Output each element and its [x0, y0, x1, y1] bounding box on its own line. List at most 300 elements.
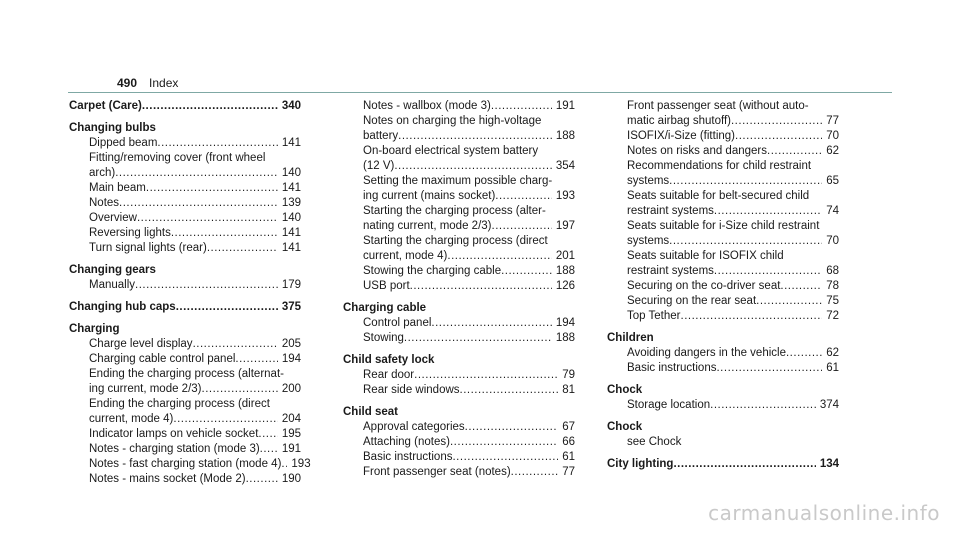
entry-spacer: [69, 256, 301, 263]
dot-leader: [716, 361, 822, 376]
page-number: 490: [117, 76, 138, 90]
entry-text: Front passenger seat (without auto-: [627, 100, 809, 112]
entry-line: [627, 279, 839, 294]
entry-line: [607, 331, 839, 346]
page-reference[interactable]: 195: [281, 428, 301, 440]
dot-leader: [681, 309, 823, 324]
page-reference[interactable]: 134: [819, 458, 839, 470]
dot-leader: [119, 196, 278, 211]
entry-text: ISOFIX/i-Size (fitting): [627, 130, 735, 142]
entry-text: City lighting: [607, 458, 674, 470]
entry-text: current, mode 4): [89, 413, 174, 425]
index-subentry: [343, 189, 575, 204]
page-reference[interactable]: 61: [562, 451, 575, 463]
dot-leader: [207, 241, 278, 256]
index-subentry: [607, 144, 839, 159]
index-heading: [69, 300, 301, 315]
dot-leader: [235, 352, 277, 367]
entry-line: [363, 204, 575, 219]
entry-line: [69, 263, 301, 278]
entry-text: Charging: [69, 323, 120, 335]
dot-leader: [246, 472, 278, 487]
page-reference[interactable]: 78: [826, 280, 839, 292]
entry-text: current, mode 4): [363, 250, 448, 262]
entry-text: Avoiding dangers in the vehicle: [627, 347, 786, 359]
entry-spacer: [607, 324, 839, 331]
index-subentry: [69, 352, 301, 367]
entry-line: [363, 450, 575, 465]
dot-leader: [673, 457, 815, 472]
dot-leader: [157, 136, 277, 151]
entry-text: ing current, mode 2/3): [89, 383, 202, 395]
dot-leader: [414, 368, 558, 383]
dot-leader: [452, 450, 558, 465]
index-subentry: [69, 166, 301, 181]
page-reference[interactable]: 375: [281, 301, 301, 313]
entry-text: restraint systems: [627, 205, 714, 217]
index-subentry: [607, 279, 839, 294]
entry-text: Charge level display: [89, 338, 193, 350]
dot-leader: [756, 294, 822, 309]
page-reference[interactable]: 79: [562, 369, 575, 381]
entry-line: [363, 465, 575, 480]
entry-text: Dipped beam: [89, 137, 158, 149]
dot-leader: [450, 435, 558, 450]
entry-line: [363, 383, 575, 398]
page-reference[interactable]: 191: [281, 443, 301, 455]
entry-line: [89, 337, 301, 352]
entry-text: Chock: [607, 384, 643, 396]
index-subentry: [343, 420, 575, 435]
index-heading: [69, 99, 301, 114]
index-subentry: [607, 249, 839, 264]
index-subentry: [69, 211, 301, 226]
page-reference[interactable]: 62: [826, 145, 839, 157]
entry-text: Stowing: [363, 332, 404, 344]
dot-leader: [767, 144, 822, 159]
index-subentry: [607, 204, 839, 219]
dot-leader: [447, 249, 551, 264]
index-subentry: [69, 181, 301, 196]
index-subentry: [343, 99, 575, 114]
entry-text: Fitting/removing cover (front wheel: [89, 152, 266, 164]
page-reference[interactable]: 77: [562, 466, 575, 478]
index-subentry: [343, 331, 575, 346]
page-reference[interactable]: 65: [826, 175, 839, 187]
entry-line: [363, 114, 575, 129]
index-subentry: [69, 442, 301, 457]
entry-text: Top Tether: [627, 310, 681, 322]
dot-leader: [404, 331, 552, 346]
index-heading: [607, 420, 839, 435]
entry-text: Starting the charging process (direct: [363, 235, 548, 247]
entry-line: [627, 249, 839, 264]
page-reference[interactable]: 193: [291, 458, 311, 470]
index-subentry: [343, 129, 575, 144]
index-subentry: [343, 219, 575, 234]
index-subentry: [69, 136, 301, 151]
entry-line: [607, 420, 839, 435]
entry-text: Notes on risks and dangers: [627, 145, 767, 157]
page-reference[interactable]: 70: [826, 130, 839, 142]
page-reference[interactable]: 193: [555, 190, 575, 202]
page-reference[interactable]: 200: [281, 383, 301, 395]
dot-leader: [465, 420, 559, 435]
page-reference[interactable]: 141: [281, 242, 301, 254]
page-reference[interactable]: 140: [281, 167, 301, 179]
entry-line: [89, 382, 301, 397]
entry-text: Changing hub caps: [69, 301, 176, 313]
entry-text: Overview: [89, 212, 137, 224]
entry-line: [363, 144, 575, 159]
entry-text: Manually: [89, 279, 136, 291]
index-heading: [343, 405, 575, 420]
page-reference[interactable]: 68: [826, 265, 839, 277]
index-subentry: [69, 367, 301, 382]
entry-text: Charging cable control panel: [89, 353, 236, 365]
entry-text: Changing gears: [69, 264, 156, 276]
index-subentry: [607, 435, 839, 450]
index-subentry: [343, 450, 575, 465]
entry-line: [363, 129, 575, 144]
dot-leader: [171, 226, 278, 241]
index-heading: [607, 383, 839, 398]
index-subentry: [607, 398, 839, 413]
entry-text: On-board electrical system battery: [363, 145, 539, 157]
index-subentry: [69, 397, 301, 412]
entry-line: [627, 361, 839, 376]
index-subentry: [607, 361, 839, 376]
index-subentry: [343, 114, 575, 129]
page-reference[interactable]: 72: [826, 310, 839, 322]
entry-text: Control panel: [363, 317, 432, 329]
page-reference[interactable]: 67: [562, 421, 575, 433]
page-reference[interactable]: 81: [562, 384, 575, 396]
entry-line: [89, 136, 301, 151]
index-subentry: [343, 368, 575, 383]
page-reference[interactable]: 197: [555, 220, 575, 232]
index-subentry: [607, 294, 839, 309]
entry-line: [363, 420, 575, 435]
dot-leader: [780, 279, 822, 294]
dot-leader: [669, 234, 822, 249]
dot-leader: [786, 346, 822, 361]
page-reference[interactable]: 74: [826, 205, 839, 217]
index-subentry: [343, 435, 575, 450]
index-subentry: [607, 346, 839, 361]
index-subentry: [343, 174, 575, 189]
page-reference[interactable]: 141: [281, 227, 301, 239]
page-reference[interactable]: 194: [555, 317, 575, 329]
entry-spacer: [607, 376, 839, 383]
page-reference[interactable]: 340: [281, 100, 301, 112]
entry-text: Notes - mains socket (Mode 2): [89, 473, 246, 485]
page-reference[interactable]: 205: [281, 338, 301, 350]
page-reference[interactable]: 188: [555, 130, 575, 142]
dot-leader: [142, 99, 278, 114]
entry-line: [363, 249, 575, 264]
index-subentry: [607, 114, 839, 129]
index-subentry: [69, 457, 311, 472]
page-reference[interactable]: 190: [281, 473, 301, 485]
dot-leader: [260, 442, 278, 457]
entry-text: Attaching (notes): [363, 436, 450, 448]
entry-text: (12 V): [363, 160, 395, 172]
entry-line: [69, 322, 301, 337]
page-reference[interactable]: 179: [281, 279, 301, 291]
entry-line: [89, 442, 301, 457]
entry-text: Reversing lights: [89, 227, 171, 239]
entry-text: Ending the charging process (alternat-: [89, 368, 284, 380]
entry-text: Changing bulbs: [69, 122, 156, 134]
index-subentry: [69, 241, 301, 256]
dot-leader: [731, 114, 822, 129]
entry-line: [627, 114, 839, 129]
entry-text: see Chock: [627, 436, 682, 448]
page-header: [117, 76, 178, 91]
page-reference[interactable]: 141: [281, 182, 301, 194]
entry-text: Basic instructions: [363, 451, 453, 463]
dot-leader: [669, 174, 822, 189]
entry-line: [363, 368, 575, 383]
index-subentry: [607, 129, 839, 144]
entry-line: [607, 383, 839, 398]
index-subentry: [343, 279, 575, 294]
page-reference[interactable]: 61: [826, 362, 839, 374]
header-rule: [68, 92, 892, 93]
entry-line: [627, 99, 839, 114]
entry-line: [69, 99, 301, 114]
entry-text: Storage location: [627, 399, 711, 411]
dot-leader: [491, 99, 552, 114]
entry-line: [627, 174, 839, 189]
index-subentry: [607, 159, 839, 174]
page-reference[interactable]: 191: [555, 100, 575, 112]
entry-line: [363, 189, 575, 204]
entry-text: arch): [89, 167, 116, 179]
entry-spacer: [343, 294, 575, 301]
entry-line: [89, 196, 301, 211]
index-column-2: [343, 99, 575, 480]
entry-line: [627, 204, 839, 219]
dot-leader: [398, 129, 552, 144]
entry-line: [89, 241, 301, 256]
entry-text: systems: [627, 235, 670, 247]
entry-text: Setting the maximum possible charg-: [363, 175, 553, 187]
page-reference[interactable]: 75: [826, 295, 839, 307]
index-column-1: [69, 99, 311, 487]
dot-leader: [410, 279, 552, 294]
entry-spacer: [69, 293, 301, 300]
page-reference[interactable]: 126: [555, 280, 575, 292]
entry-line: [363, 264, 575, 279]
entry-line: [89, 367, 301, 382]
page-reference[interactable]: 354: [555, 160, 575, 172]
entry-text: Indicator lamps on vehicle socket: [89, 428, 259, 440]
entry-line: [607, 457, 839, 472]
entry-line: [363, 174, 575, 189]
dot-leader: [431, 316, 551, 331]
entry-line: [89, 181, 301, 196]
entry-text: matic airbag shutoff): [627, 115, 731, 127]
entry-text: Main beam: [89, 182, 146, 194]
page-reference[interactable]: 77: [826, 115, 839, 127]
entry-text: nating current, mode 2/3): [363, 220, 492, 232]
page-reference[interactable]: 140: [281, 212, 301, 224]
entry-text: Ending the charging process (direct: [89, 398, 270, 410]
dot-leader: [735, 129, 822, 144]
entry-text: Children: [607, 332, 654, 344]
dot-leader: [173, 412, 277, 427]
dot-leader: [714, 204, 822, 219]
dot-leader: [710, 398, 816, 413]
index-subentry: [69, 278, 301, 293]
index-subentry: [343, 264, 575, 279]
entry-text: Seats suitable for belt-secured child: [627, 190, 810, 202]
dot-leader: [258, 427, 277, 442]
index-subentry: [343, 383, 575, 398]
entry-line: [89, 412, 301, 427]
entry-line: [627, 264, 839, 279]
entry-line: [627, 189, 839, 204]
entry-text: systems: [627, 175, 670, 187]
entry-line: [343, 353, 575, 368]
entry-text: Turn signal lights (rear): [89, 242, 207, 254]
page-reference[interactable]: 66: [562, 436, 575, 448]
entry-line: [627, 294, 839, 309]
index-heading: [69, 263, 301, 278]
entry-text: USB port: [363, 280, 410, 292]
page-reference[interactable]: 374: [819, 399, 839, 411]
entry-text: Recommendations for child restraint: [627, 160, 812, 172]
entry-line: [89, 352, 301, 367]
entry-spacer: [343, 346, 575, 353]
dot-leader: [495, 189, 552, 204]
index-subentry: [607, 219, 839, 234]
index-subentry: [343, 159, 575, 174]
page-reference[interactable]: 141: [281, 137, 301, 149]
entry-text: battery: [363, 130, 399, 142]
entry-line: [627, 234, 839, 249]
dot-leader: [137, 211, 278, 226]
index-column-3: [607, 99, 839, 472]
dot-leader: [202, 382, 278, 397]
index-heading: [607, 331, 839, 346]
dot-leader: [394, 159, 551, 174]
entry-line: [627, 309, 839, 324]
entry-line: [89, 166, 301, 181]
entry-text: Stowing the charging cable: [363, 265, 502, 277]
page-reference[interactable]: 139: [281, 197, 301, 209]
entry-line: [627, 129, 839, 144]
entry-text: Chock: [607, 421, 643, 433]
index-heading: [343, 353, 575, 368]
entry-spacer: [607, 413, 839, 420]
index-subentry: [69, 226, 301, 241]
page-title: Index: [149, 76, 179, 90]
entry-spacer: [607, 450, 839, 457]
entry-line: [363, 331, 575, 346]
index-subentry: [69, 196, 301, 211]
dot-leader: [176, 300, 278, 315]
entry-line: [363, 219, 575, 234]
entry-text: Front passenger seat (notes): [363, 466, 511, 478]
entry-text: Securing on the rear seat: [627, 295, 757, 307]
index-heading: [69, 322, 301, 337]
entry-line: [363, 99, 575, 114]
entry-text: Notes: [89, 197, 120, 209]
entry-line: [89, 226, 301, 241]
entry-line: [343, 301, 575, 316]
entry-line: [89, 151, 301, 166]
page-reference[interactable]: 201: [555, 250, 575, 262]
page-reference[interactable]: 62: [826, 347, 839, 359]
entry-line: [89, 427, 301, 442]
entry-text: Rear side windows: [363, 384, 460, 396]
watermark: carmanualsonline.info: [708, 501, 940, 525]
entry-text: Seats suitable for ISOFIX child: [627, 250, 784, 262]
entry-text: Carpet (Care): [69, 100, 142, 112]
page-reference[interactable]: 194: [281, 353, 301, 365]
entry-line: [363, 435, 575, 450]
index-subentry: [69, 412, 301, 427]
entry-text: Notes - wallbox (mode 3): [363, 100, 491, 112]
index-heading: [607, 457, 839, 472]
entry-text: Basic instructions: [627, 362, 717, 374]
index-subentry: [69, 337, 301, 352]
entry-line: [363, 234, 575, 249]
entry-line: [627, 159, 839, 174]
dot-leader: [135, 278, 278, 293]
page-reference[interactable]: 188: [555, 332, 575, 344]
entry-line: [627, 346, 839, 361]
index-subentry: [69, 472, 301, 487]
entry-line: [627, 435, 839, 450]
index-subentry: [343, 144, 575, 159]
entry-spacer: [69, 114, 301, 121]
entry-text: ing current (mains socket): [363, 190, 496, 202]
page-reference[interactable]: 70: [826, 235, 839, 247]
index-subentry: [69, 151, 301, 166]
index-subentry: [607, 309, 839, 324]
index-subentry: [607, 234, 839, 249]
entry-text: Charging cable: [343, 302, 427, 314]
index-subentry: [343, 465, 575, 480]
entry-line: [363, 279, 575, 294]
entry-line: [627, 219, 839, 234]
index-subentry: [343, 234, 575, 249]
dot-leader: [501, 264, 552, 279]
index-subentry: [69, 382, 301, 397]
entry-text: Approval categories: [363, 421, 465, 433]
entry-spacer: [343, 398, 575, 405]
index-heading: [343, 301, 575, 316]
entry-line: [89, 457, 311, 472]
dot-leader: [115, 166, 278, 181]
entry-spacer: [69, 315, 301, 322]
page-reference[interactable]: 188: [555, 265, 575, 277]
entry-text: Notes - fast charging station (mode 4): [89, 458, 282, 470]
index-subentry: [343, 249, 575, 264]
entry-line: [69, 121, 301, 136]
index-subentry: [69, 427, 301, 442]
entry-text: Seats suitable for i-Size child restraint: [627, 220, 820, 232]
entry-line: [69, 300, 301, 315]
entry-text: Notes - charging station (mode 3): [89, 443, 260, 455]
page-reference[interactable]: 204: [281, 413, 301, 425]
entry-line: [627, 398, 839, 413]
index-subentry: [607, 174, 839, 189]
